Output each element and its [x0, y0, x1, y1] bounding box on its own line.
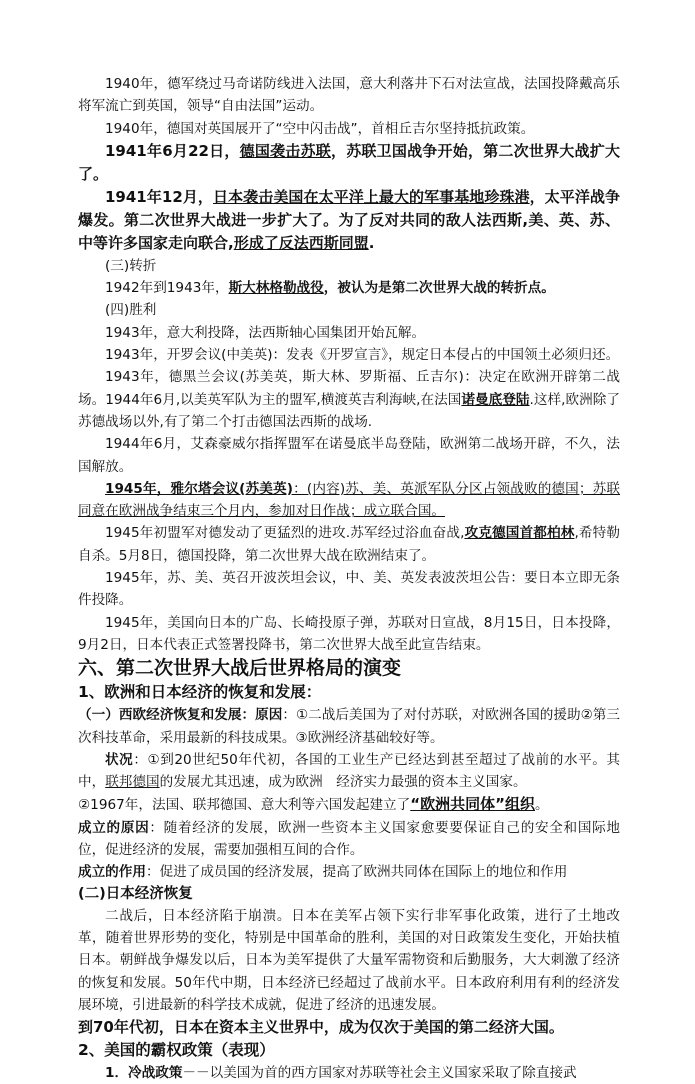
section-turning-point-heading: (三)转折: [105, 257, 157, 274]
document-body: [78, 73, 620, 1084]
paragraph-stalingrad: 1942年到1943年，斯大林格勒战役，被认为是第二次世界大战的转折点。: [105, 280, 555, 297]
paragraph-japan-surrender: 1945年，美国向日本的广岛、长崎投原子弹，苏联对日宣战，8月15日，日本投降，9月2日，日本代表正式签署投降书，第二次世界大战至此宣告结束。: [78, 614, 620, 653]
paragraph-western-europe-causes: （一）西欧经济恢复和发展：原因：①二战后美国为了对付苏联，对欧洲各国的援助②第三次科技革命，采用最新的科技成果。③欧洲经济基础较好等。: [78, 707, 621, 746]
paragraph-1940-britain: 1940年，德国对英国展开了“空中闪击战”，首相丘吉尔坚持抵抗政策。: [105, 120, 535, 137]
paragraph-berlin: 1945年初盟军对德发动了更猛烈的进攻.苏军经过浴血奋战,攻克德国首都柏林,希特勒自杀。5月8日，德国投降，第二次世界大战在欧洲结束了。: [78, 525, 620, 564]
paragraph-ec-reasons: 成立的原因：随着经济的发展，欧洲一些资本主义国家愈要要保证自己的安全和国际地位，促进经济的发展，需要加强相互间的合作。: [78, 819, 620, 859]
paragraph-western-europe-status: 状况：①到20世纪50年代初，各国的工业生产已经达到甚至超过了战前的水平。其中，联邦德国的发展尤其迅速，成为欧洲 经济实力最强的资本主义国家。: [78, 751, 621, 791]
section-us-hegemony-heading: 2、美国的霸权政策（表现）: [78, 1041, 275, 1060]
paragraph-1940-france: 1940年，德军绕过马奇诺防线进入法国，意大利落井下石对法宣战，法国投降戴高乐将军流亡到英国，领导“自由法国”运动。: [78, 76, 620, 115]
paragraph-tehran-conference: 1943年，德黑兰会议(苏美英，斯大林、罗斯福、丘吉尔)：决定在欧洲开辟第二战场。1944年6月,以美英军队为主的盟军,横渡英吉利海峡,在法国诺曼底登陆.这样,欧洲除了苏德战场以外,有了第二个打击德国法西斯的战场.: [78, 369, 620, 430]
chapter-six-heading: 六、第二次世界大战后世界格局的演变: [78, 657, 402, 680]
section-japan-recovery-heading: (二)日本经济恢复: [78, 885, 193, 902]
section-victory-heading: (四)胜利: [105, 302, 157, 319]
section-europe-japan-heading: 1、欧洲和日本经济的恢复和发展：: [78, 683, 322, 702]
paragraph-cairo-conference: 1943年，开罗会议(中美英)：发表《开罗宣言》，规定日本侵占的中国领土必须归还。: [105, 347, 620, 364]
paragraph-cold-war-policy: 1．冷战政策－－以美国为首的西方国家对苏联等社会主义国家采取了除直接武: [105, 1065, 577, 1082]
paragraph-ec-effects: 成立的作用：促进了成员国的经济发展，提高了欧洲共同体在国际上的地位和作用: [78, 864, 568, 881]
paragraph-japan-second-economy: 到70年代初，日本在资本主义世界中，成为仅次于美国的第二经济大国。: [78, 1018, 564, 1037]
paragraph-1941-december: 1941年12月，日本袭击美国在太平洋上最大的军事基地珍珠港，太平洋战争爆发。第二次世界大战进一步扩大了。为了反对共同的敌人法西斯,美、英、苏、中等许多国家走向联合,形成了反法西斯同盟.: [78, 187, 620, 252]
paragraph-potsdam: 1945年，苏、美、英召开波茨坦会议，中、美、英发表波茨坦公告：要日本立即无条件投降。: [78, 570, 620, 609]
paragraph-1943-italy: 1943年，意大利投降，法西斯轴心国集团开始瓦解。: [105, 324, 426, 341]
paragraph-yalta-conference: 1945年，雅尔塔会议(苏美英)：(内容)苏、美、英派军队分区占领战败的德国；苏联同意在欧洲战争结束三个月内，参加对日作战；成立联合国。: [78, 480, 620, 520]
paragraph-1941-june: 1941年6月22日，德国袭击苏联，苏联卫国战争开始，第二次世界大战扩大了。: [78, 141, 620, 183]
paragraph-normandy: 1944年6月，艾森豪威尔指挥盟军在诺曼底半岛登陆，欧洲第二战场开辟，不久，法国解放。: [78, 436, 620, 475]
paragraph-european-community: ②1967年，法国、联邦德国、意大利等六国发起建立了“欧洲共同体”组织。: [78, 795, 549, 814]
paragraph-japan-recovery: 二战后，日本经济陷于崩溃。日本在美军占领下实行非军事化政策，进行了土地改革，随着世界形势的变化，特别是中国革命的胜利，美国的对日政策发生变化，开始扶植日本。朝鲜战争爆发以后，日本为美军提供了大量军需物资和后勤服务，大大刺激了经济的恢复和发展。50年代中期，日本经济已经超过了战前水平。日本政府利用有利的经济发展环境，引进最新的科学技术成就，促进了经济的迅速发展。: [78, 907, 620, 1013]
